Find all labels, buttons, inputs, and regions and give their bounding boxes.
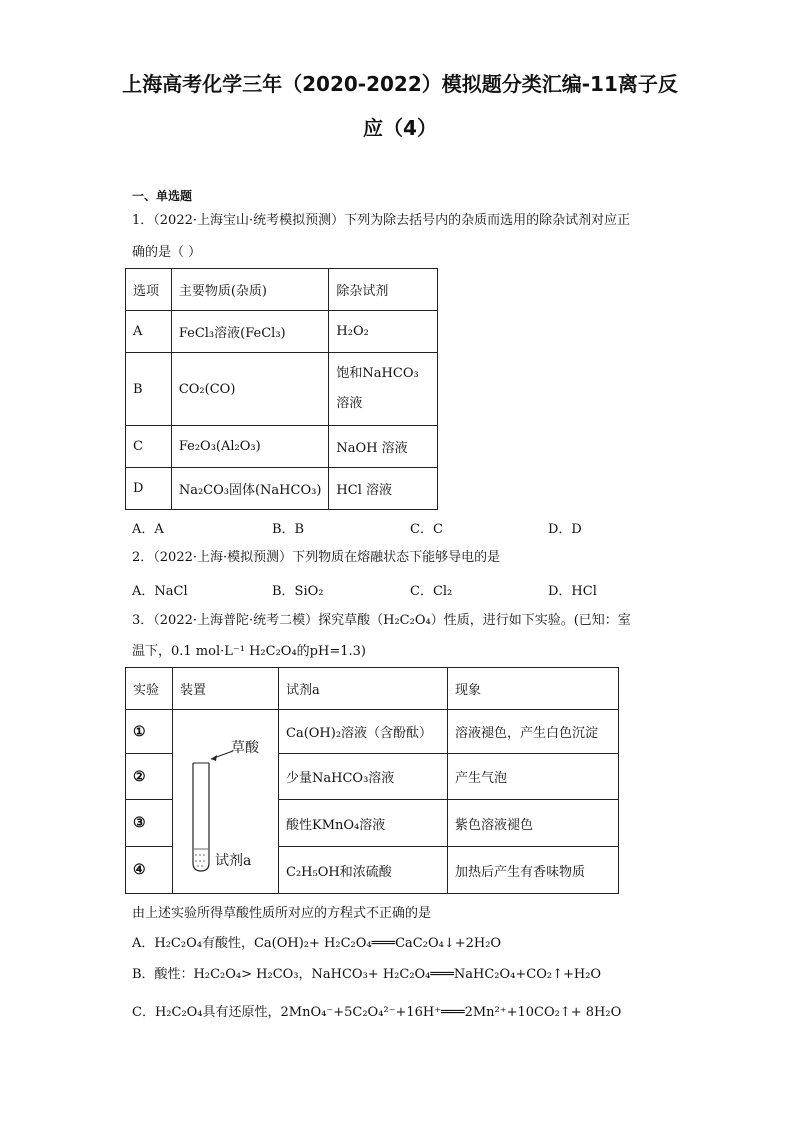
choice-a[interactable]: A．A — [132, 522, 164, 537]
choice-b[interactable]: B．B — [272, 522, 305, 537]
table-header-cell: 选项 — [126, 269, 172, 311]
table-cell: FeCl₃溶液(FeCl₃) — [171, 311, 329, 353]
q1-stem-line2: 确的是（ ） — [132, 245, 202, 260]
table-cell: 溶液褪色，产生白色沉淀 — [448, 710, 619, 754]
table-header-row — [126, 668, 619, 710]
table-row — [126, 710, 619, 754]
choice-b[interactable]: B．SiO₂ — [272, 584, 324, 599]
table-cell: Na₂CO₃固体(NaHCO₃) — [171, 468, 329, 510]
table-cell: CO₂(CO) — [171, 353, 329, 426]
table-header-cell: 试剂a — [279, 668, 448, 710]
table-cell: C — [126, 426, 172, 468]
table-header-cell: 现象 — [448, 668, 619, 710]
table-cell: ② — [126, 754, 173, 800]
table-cell: 少量NaHCO₃溶液 — [279, 754, 448, 800]
table-cell: 饱和NaHCO₃溶液 — [329, 353, 438, 426]
table-header-row — [126, 269, 438, 311]
table-cell: B — [126, 353, 172, 426]
q1-table — [125, 268, 438, 510]
apparatus-label-oxalic-acid: 草酸 — [231, 740, 259, 756]
q3-table — [125, 667, 619, 894]
table-row — [126, 311, 438, 353]
table-cell: D — [126, 468, 172, 510]
table-cell: ③ — [126, 800, 173, 847]
choice-a[interactable]: A．H₂C₂O₄有酸性，Ca(OH)₂+ H₂C₂O₄═══CaC₂O₄↓+2H₂O — [132, 936, 502, 951]
table-cell: H₂O₂ — [329, 311, 438, 353]
table-header-cell: 除杂试剂 — [329, 269, 438, 311]
table-cell: A — [126, 311, 172, 353]
table-cell: 酸性KMnO₄溶液 — [279, 800, 448, 847]
q3-stem-line1: 3．（2022·上海普陀·统考二模）探究草酸（H₂C₂O₄）性质，进行如下实验。(已知：室 — [132, 613, 631, 628]
q3-stem-line2: 温下，0.1 mol·L⁻¹ H₂C₂O₄的pH=1.3) — [132, 644, 366, 659]
table-header-cell: 主要物质(杂质) — [171, 269, 329, 311]
table-cell: ④ — [126, 847, 173, 894]
table-header-cell: 装置 — [173, 668, 279, 710]
apparatus-cell — [173, 710, 279, 894]
q3-after-table: 由上述实验所得草酸性质所对应的方程式不正确的是 — [132, 906, 432, 921]
doc-title-line1: 上海高考化学三年（2020-2022）模拟题分类汇编-11离子反 — [122, 72, 678, 96]
choice-c[interactable]: C．Cl₂ — [410, 584, 453, 599]
table-cell: C₂H₅OH和浓硫酸 — [279, 847, 448, 894]
table-row — [126, 468, 438, 510]
table-cell: NaOH 溶液 — [329, 426, 438, 468]
choice-c[interactable]: C．C — [410, 522, 443, 537]
choice-c[interactable]: C．H₂C₂O₄具有还原性，2MnO₄⁻+5C₂O₄²⁻+16H⁺═══2Mn²⁺+10CO₂↑+ 8H₂O — [132, 1005, 622, 1020]
q1-stem-line1: 1．（2022·上海宝山·统考模拟预测）下列为除去括号内的杂质而选用的除杂试剂对应正 — [132, 213, 631, 228]
q2-stem: 2．（2022·上海·模拟预测）下列物质在熔融状态下能够导电的是 — [132, 550, 501, 565]
doc-title-line2: 应（4） — [363, 116, 437, 140]
table-cell: Fe₂O₃(Al₂O₃) — [171, 426, 329, 468]
choice-d[interactable]: D．HCl — [548, 584, 597, 599]
table-row — [126, 426, 438, 468]
table-row — [126, 353, 438, 426]
apparatus-label-reagent-a: 试剂a — [215, 853, 252, 869]
choice-b[interactable]: B．酸性：H₂C₂O₄> H₂CO₃，NaHCO₃+ H₂C₂O₄═══NaHC₂O₄+CO₂↑+H₂O — [132, 967, 602, 982]
table-header-cell: 实验 — [126, 668, 173, 710]
table-cell: ① — [126, 710, 173, 754]
table-cell: 加热后产生有香味物质 — [448, 847, 619, 894]
table-cell: HCl 溶液 — [329, 468, 438, 510]
table-cell: 紫色溶液褪色 — [448, 800, 619, 847]
section-heading: 一、单选题 — [132, 189, 193, 203]
table-cell: 产生气泡 — [448, 754, 619, 800]
choice-d[interactable]: D．D — [548, 522, 582, 537]
choice-a[interactable]: A．NaCl — [132, 584, 188, 599]
table-cell: Ca(OH)₂溶液（含酚酞） — [279, 710, 448, 754]
